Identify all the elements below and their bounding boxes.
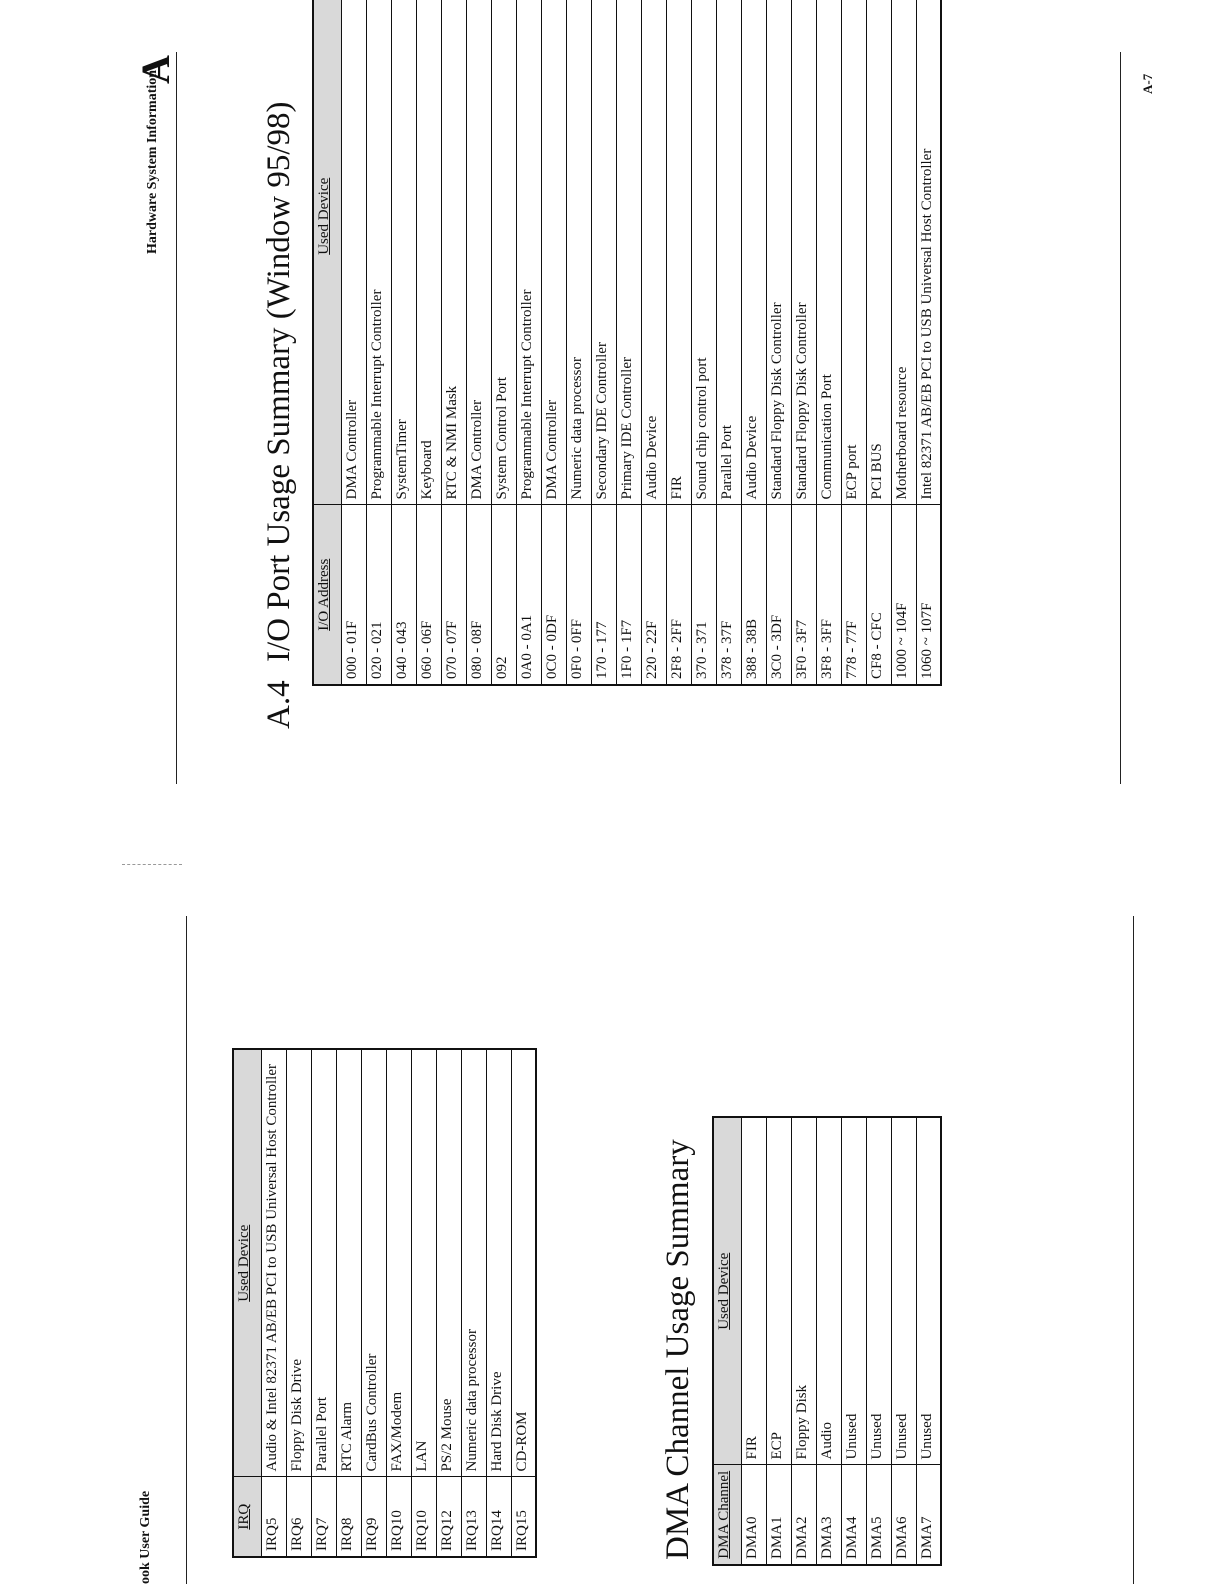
io-address-cell: 092 [491,505,516,685]
table-row [466,0,491,685]
io-address-cell: 3C0 - 3DF [766,505,791,685]
io-address-cell: 020 - 021 [366,505,391,685]
device-cell: Communication Port [816,0,841,505]
device-cell: Floppy Disk [791,1117,816,1465]
table-row [416,0,441,685]
dma-channel-cell: DMA2 [791,1465,816,1565]
right-running-head: Hardware System Information [145,69,160,254]
io-address-cell: 070 - 07F [441,505,466,685]
table-row [891,0,916,685]
table-row [461,1049,486,1557]
table-row [366,0,391,685]
left-footer-rule-line [1133,916,1134,1584]
io-address-cell: CF8 - CFC [866,505,891,685]
io-address-cell: 000 - 01F [341,505,366,685]
used-device-col-header: Used Device [313,0,341,505]
table-row [741,0,766,685]
table-row [261,1049,286,1557]
table-row [791,0,816,685]
device-cell: DMA Controller [466,0,491,505]
table-row [341,0,366,685]
table-row [491,0,516,685]
device-cell: Audio Device [741,0,766,505]
device-cell: Standard Floppy Disk Controller [766,0,791,505]
device-cell: FIR [666,0,691,505]
irq-cell: IRQ10 [386,1477,411,1557]
table-row [436,1049,461,1557]
dma-heading: DMA Channel Usage Summary [660,1139,696,1560]
table-row [891,1117,916,1565]
device-cell: Unused [866,1117,891,1465]
device-cell: LAN [411,1049,436,1477]
dma-table [712,1116,942,1566]
io-address-cell: 060 - 06F [416,505,441,685]
table-row [336,1049,361,1557]
table-row [441,0,466,685]
dma-channel-cell: DMA1 [766,1465,791,1565]
device-cell: Programmable Interrupt Controller [366,0,391,505]
table-row [286,1049,311,1557]
io-address-cell: 0F0 - 0FF [566,505,591,685]
device-cell: RTC Alarm [336,1049,361,1477]
io-address-cell: 370 - 371 [691,505,716,685]
io-address-cell: 1F0 - 1F7 [616,505,641,685]
irq-table [232,1048,537,1558]
io-address-cell: 388 - 38B [741,505,766,685]
table-row [716,0,741,685]
dma-channel-cell: DMA5 [866,1465,891,1565]
table-row [691,0,716,685]
table-row [816,1117,841,1565]
gutter-dash [122,864,182,865]
device-cell: Unused [891,1117,916,1465]
left-header-rule-line [186,916,187,1584]
irq-cell: IRQ12 [436,1477,461,1557]
table-row [516,0,541,685]
table-row [391,0,416,685]
table-row [741,1117,766,1565]
device-cell: Keyboard [416,0,441,505]
dma-channel-cell: DMA0 [741,1465,766,1565]
io-address-cell: 1000 ~ 104F [891,505,916,685]
device-cell: CardBus Controller [361,1049,386,1477]
device-cell: SystemTimer [391,0,416,505]
table-row [486,1049,511,1557]
dma-table-header [713,1117,741,1565]
irq-cell: IRQ7 [311,1477,336,1557]
section-number: A.4 [261,680,297,729]
irq-cell: IRQ13 [461,1477,486,1557]
irq-col-header: IRQ [233,1477,261,1557]
io-address-cell: 3F8 - 3FF [816,505,841,685]
device-cell: FIR [741,1117,766,1465]
used-device-col-header: Used Device [713,1117,741,1465]
irq-cell: IRQ10 [411,1477,436,1557]
io-address-cell: 0C0 - 0DF [541,505,566,685]
table-row [866,1117,891,1565]
page-number: A-7 [1140,73,1155,94]
dma-channel-cell: DMA6 [891,1465,916,1565]
device-cell: Primary IDE Controller [616,0,641,505]
table-row [311,1049,336,1557]
io-address-cell: 1060 ~ 107F [916,505,941,685]
device-cell: CD-ROM [511,1049,536,1477]
io-address-col-header: I/O Address [313,505,341,685]
dma-channel-cell: DMA3 [816,1465,841,1565]
irq-cell: IRQ14 [486,1477,511,1557]
appendix-letter: A [133,55,178,84]
io-table-header [313,0,341,685]
device-cell: Audio Device [641,0,666,505]
irq-table-header [233,1049,261,1557]
used-device-col-header: Used Device [233,1049,261,1477]
table-row [866,0,891,685]
device-cell: Motherboard resource [891,0,916,505]
io-address-cell: 080 - 08F [466,505,491,685]
table-row [361,1049,386,1557]
device-cell: FAX/Modem [386,1049,411,1477]
table-row [666,0,691,685]
device-cell: Numeric data processor [461,1049,486,1477]
dma-channel-cell: DMA7 [916,1465,941,1565]
io-address-cell: 2F8 - 2FF [666,505,691,685]
section-title: I/O Port Usage Summary (Window 95/98) [261,101,297,662]
io-address-cell: 040 - 043 [391,505,416,685]
device-cell: ECP [766,1117,791,1465]
device-cell: DMA Controller [541,0,566,505]
table-row [641,0,666,685]
device-cell: Hard Disk Drive [486,1049,511,1477]
device-cell: Numeric data processor [566,0,591,505]
io-port-table [312,0,942,686]
table-row [541,0,566,685]
table-row [841,0,866,685]
device-cell: Floppy Disk Drive [286,1049,311,1477]
dma-col-header: DMA Channel [713,1465,741,1565]
table-row [591,0,616,685]
device-cell: Parallel Port [311,1049,336,1477]
device-cell: Intel 82371 AB/EB PCI to USB Universal Host Controller [916,0,941,505]
table-row [511,1049,536,1557]
device-cell: Secondary IDE Controller [591,0,616,505]
table-row [791,1117,816,1565]
table-row [386,1049,411,1557]
device-cell: PCI BUS [866,0,891,505]
device-cell: RTC & NMI Mask [441,0,466,505]
dma-channel-cell: DMA4 [841,1465,866,1565]
io-address-cell: 170 - 177 [591,505,616,685]
device-cell: Parallel Port [716,0,741,505]
device-cell: Programmable Interrupt Controller [516,0,541,505]
device-cell: Audio & Intel 82371 AB/EB PCI to USB Universal Host Controller [261,1049,286,1477]
table-row [916,1117,941,1565]
device-cell: Sound chip control port [691,0,716,505]
right-header-rule [176,52,177,784]
irq-cell: IRQ15 [511,1477,536,1557]
irq-cell: IRQ5 [261,1477,286,1557]
io-address-cell: 220 - 22F [641,505,666,685]
device-cell: PS/2 Mouse [436,1049,461,1477]
table-row [766,1117,791,1565]
irq-cell: IRQ6 [286,1477,311,1557]
device-cell: ECP port [841,0,866,505]
table-row [616,0,641,685]
device-cell: Standard Floppy Disk Controller [791,0,816,505]
left-running-head: ook User Guide [138,1490,153,1584]
table-row [841,1117,866,1565]
device-cell: System Control Port [491,0,516,505]
io-address-cell: 378 - 37F [716,505,741,685]
device-cell: Audio [816,1117,841,1465]
irq-cell: IRQ9 [361,1477,386,1557]
io-address-cell: 0A0 - 0A1 [516,505,541,685]
right-footer-rule [1120,52,1121,784]
table-row [411,1049,436,1557]
device-cell: Unused [916,1117,941,1465]
irq-cell: IRQ8 [336,1477,361,1557]
table-row [766,0,791,685]
device-cell: Unused [841,1117,866,1465]
table-row [566,0,591,685]
device-cell: DMA Controller [341,0,366,505]
io-address-cell: 3F0 - 3F7 [791,505,816,685]
table-row [816,0,841,685]
io-address-cell: 778 - 77F [841,505,866,685]
table-row [916,0,941,685]
